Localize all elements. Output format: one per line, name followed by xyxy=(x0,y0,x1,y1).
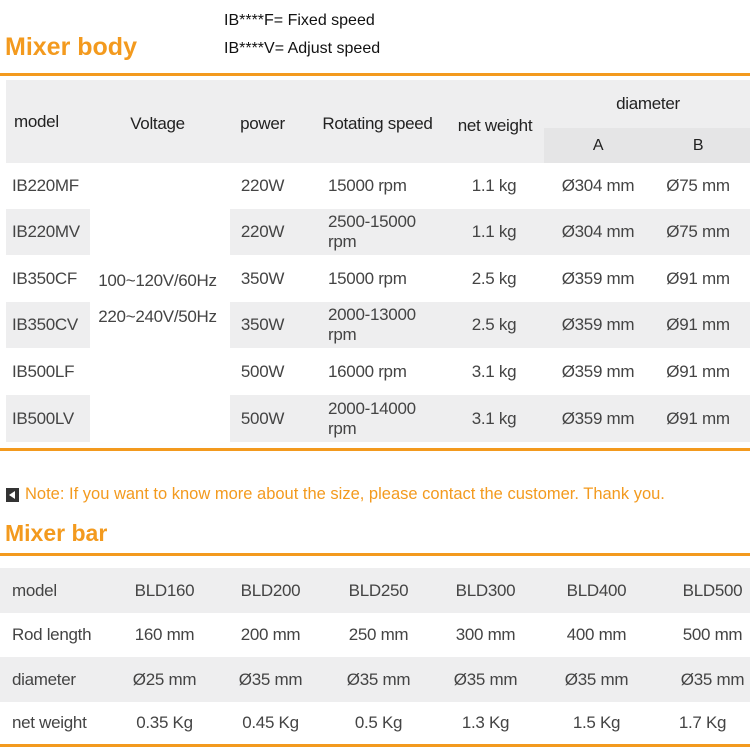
bar-rod-length-2: 200 mm xyxy=(240,625,301,644)
header-power: power xyxy=(240,114,285,133)
table-row-4-speed: 2000-13000 rpm xyxy=(328,305,416,344)
top-rule xyxy=(0,73,750,76)
table-row-4-power: 350W xyxy=(240,315,285,334)
table-row-2-speed: 2500-15000 rpm xyxy=(328,212,416,251)
table-row-3-weight: 2.5 kg xyxy=(471,268,517,288)
header-diameter-b: B xyxy=(692,136,704,154)
legend-fixed-speed: IB****F= Fixed speed xyxy=(224,12,375,29)
bar-model-6: BLD500 xyxy=(682,580,743,600)
table-row-5-weight: 3.1 kg xyxy=(471,361,517,381)
bar-rod-length-5: 400 mm xyxy=(566,625,627,644)
bar-net-weight-4: 1.3 Kg xyxy=(461,713,510,732)
note-text: Note: If you want to know more about the size, please contact the customer. Thank you. xyxy=(25,485,665,503)
mixer-bar-title: Mixer bar xyxy=(5,520,108,546)
bar-diameter-3: Ø35 mm xyxy=(346,669,411,689)
table-row-2-weight: 1.1 kg xyxy=(471,222,517,241)
table-row-2-power: 220W xyxy=(240,222,285,241)
table-row-4-weight: 2.5 kg xyxy=(471,315,517,334)
table-row-6-power: 500W xyxy=(240,408,285,428)
bar-rod-length-3: 250 mm xyxy=(348,625,409,644)
table-row-6-weight: 3.1 kg xyxy=(471,408,517,428)
table-row-1-diameter-b: Ø75 mm xyxy=(666,176,730,195)
table-row-5-diameter-b: Ø91 mm xyxy=(666,361,730,381)
table-row-1-speed: 15000 rpm xyxy=(328,176,407,195)
table-row-6-diameter-a: Ø359 mm xyxy=(561,408,635,428)
table-row-6-speed: 2000-14000 rpm xyxy=(328,398,416,438)
bar-row-rod-length-label: Rod length xyxy=(12,625,92,644)
table-row-3-diameter-a: Ø359 mm xyxy=(561,268,635,288)
table-row-3-diameter-b: Ø91 mm xyxy=(666,268,730,288)
mid-rule xyxy=(0,448,750,451)
bar-diameter-6: Ø35 mm xyxy=(680,669,745,689)
header-rotating-speed: Rotating speed xyxy=(322,114,433,133)
table-row-6-model: IB500LV xyxy=(12,408,74,428)
table-row-6-diameter-b: Ø91 mm xyxy=(666,408,730,428)
note xyxy=(6,485,665,504)
table-row-1-weight: 1.1 kg xyxy=(471,176,517,195)
bar-net-weight-2: 0.45 Kg xyxy=(242,713,299,732)
table-row-5-diameter-a: Ø359 mm xyxy=(561,361,635,381)
table-row-1-diameter-a: Ø304 mm xyxy=(561,176,635,195)
table-row-3-power: 350W xyxy=(240,268,285,288)
header-diameter-a: A xyxy=(592,136,604,154)
mixer-body-table xyxy=(0,80,750,450)
bar-model-5: BLD400 xyxy=(566,580,627,600)
mixer-bar-table xyxy=(0,563,750,743)
legend-adjust-speed: IB****V= Adjust speed xyxy=(224,40,381,57)
table-row-5-power: 500W xyxy=(240,361,285,381)
bar-net-weight-1: 0.35 Kg xyxy=(136,713,193,732)
mixer-body-title: Mixer body xyxy=(5,33,137,61)
bar-model-2: BLD200 xyxy=(240,580,301,600)
bar-rod-length-1: 160 mm xyxy=(134,625,195,644)
table-row-3-speed: 15000 rpm xyxy=(328,268,407,288)
voltage-line-1: 100~120V/60Hz xyxy=(98,271,217,290)
table-row-2-diameter-a: Ø304 mm xyxy=(561,222,635,241)
bar-net-weight-6: 1.7 Kg xyxy=(678,713,727,732)
bar-model-4: BLD300 xyxy=(455,580,516,600)
bar-diameter-2: Ø35 mm xyxy=(238,669,303,689)
bar-row-model-label: model xyxy=(12,580,57,600)
table-row-2-model: IB220MV xyxy=(12,222,80,241)
table-row-1-power: 220W xyxy=(240,176,285,195)
voltage-line-2: 220~240V/50Hz xyxy=(98,307,217,326)
table-row-4-diameter-a: Ø359 mm xyxy=(561,315,635,334)
header-voltage: Voltage xyxy=(130,114,185,133)
bar-model-3: BLD250 xyxy=(348,580,409,600)
header-model: model xyxy=(14,111,59,131)
bar-diameter-4: Ø35 mm xyxy=(453,669,518,689)
table-row-5-model: IB500LF xyxy=(12,361,75,381)
table-row-3-model: IB350CF xyxy=(12,268,77,288)
bar-diameter-1: Ø25 mm xyxy=(132,669,197,689)
table-row-5-speed: 16000 rpm xyxy=(328,361,407,381)
table-row-4-diameter-b: Ø91 mm xyxy=(666,315,730,334)
bar-model-1: BLD160 xyxy=(134,580,195,600)
arrow-left-icon xyxy=(6,488,19,502)
bar-rod-length-4: 300 mm xyxy=(455,625,516,644)
header-net-weight: net weight xyxy=(457,116,533,135)
bar-rod-length-6: 500 mm xyxy=(682,625,743,644)
bar-diameter-5: Ø35 mm xyxy=(564,669,629,689)
bar-net-weight-3: 0.5 Kg xyxy=(354,713,403,732)
bar-row-diameter-label: diameter xyxy=(12,669,76,689)
header-diameter: diameter xyxy=(616,94,680,113)
table-row-1-model: IB220MF xyxy=(12,176,79,195)
table-row-4-model: IB350CV xyxy=(12,315,78,334)
bar-top-rule xyxy=(0,553,750,556)
bar-net-weight-5: 1.5 Kg xyxy=(572,713,621,732)
bar-row-net-weight-label: net weight xyxy=(12,713,87,732)
bottom-rule xyxy=(0,744,750,747)
table-row-2-diameter-b: Ø75 mm xyxy=(666,222,730,241)
